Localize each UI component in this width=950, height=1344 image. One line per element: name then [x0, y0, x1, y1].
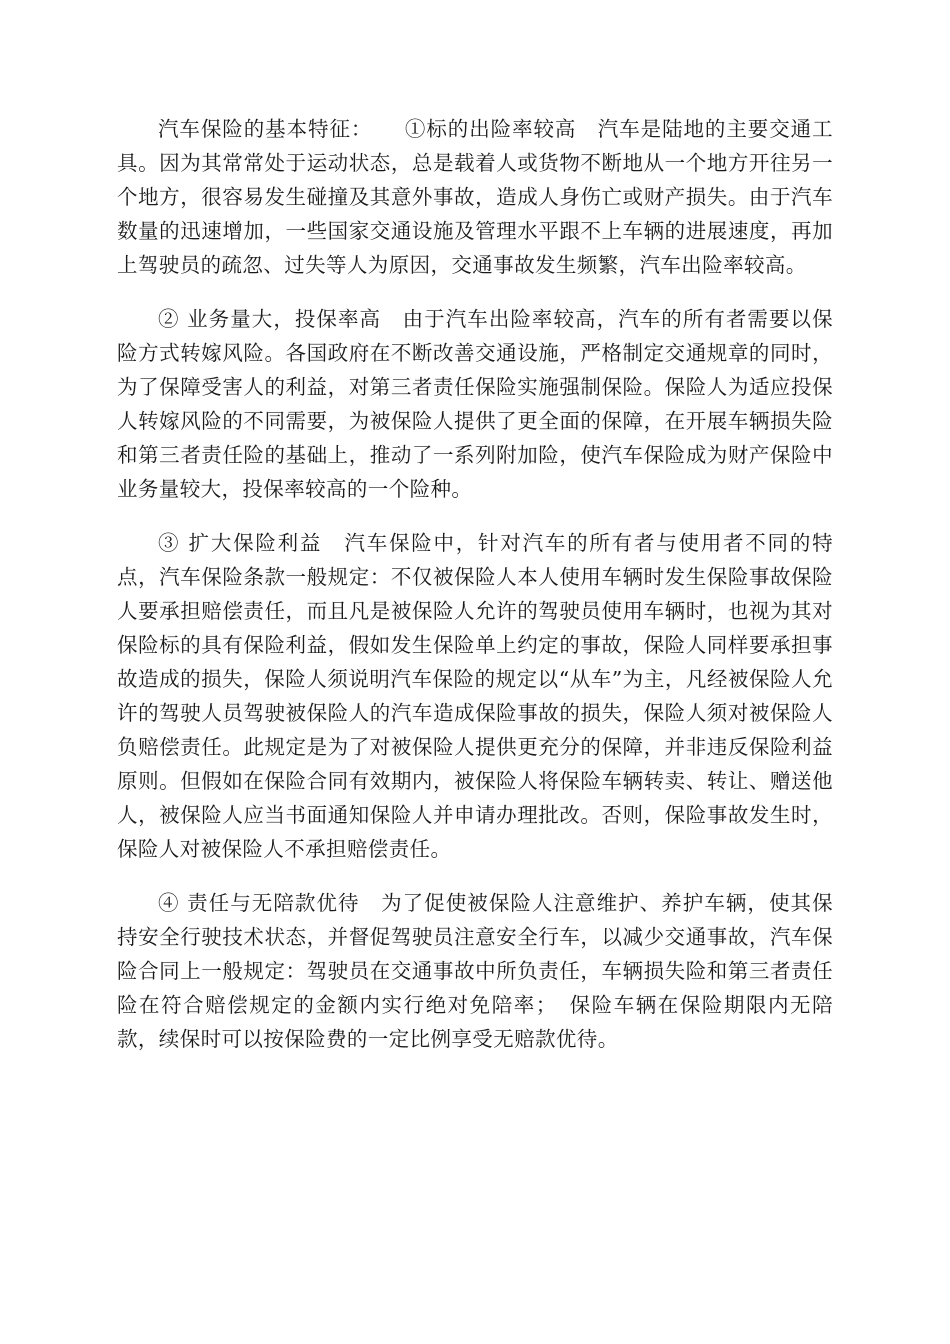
paragraph-business-volume: ② 业务量大，投保率高 由于汽车出险率较高，汽车的所有者需要以保险方式转嫁风险。各国政府在不断改善交通设施，严格制定交通规章的同时，为了保障受害人的利益，对第三者责任保险实施强制保险。保险人为适应投保人转嫁风险的不同需要，为被保险人提供了更全面的保障，在开展车辆损失险和第三者责任险的基础上，推动了一系列附加险，使汽车保险成为财产保险中业务量较大，投保率较高的一个险种。 — [117, 307, 833, 501]
paragraph-basic-features: 汽车保险的基本特征： ①标的出险率较高 汽车是陆地的主要交通工具。因为其常常处于运动状态，总是载着人或货物不断地从一个地方开往另一个地方，很容易发生碰撞及其意外事故，造成人身伤亡或财产损失。由于汽车数量的迅速增加，一些国家交通设施及管理水平跟不上车辆的进展速度，再加上驾驶员的疏忽、过失等人为原因，交通事故发生频繁，汽车出险率较高。 — [117, 117, 833, 277]
paragraph-no-claim-discount: ④ 责任与无陪款优待 为了促使被保险人注意维护、养护车辆，使其保持安全行驶技术状态，并督促驾驶员注意安全行车，以减少交通事故，汽车保险合同上一般规定：驾驶员在交通事故中所负责任，车辆损失险和第三者责任险在符合赔偿规定的金额内实行绝对免陪率； 保险车辆在保险期限内无陪款，续保时可以按保险费的一定比例享受无赔款优待。 — [117, 891, 833, 1051]
paragraph-insurable-interest: ③ 扩大保险利益 汽车保险中，针对汽车的所有者与使用者不同的特点，汽车保险条款一般规定：不仅被保险人本人使用车辆时发生保险事故保险人要承担赔偿责任，而且凡是被保险人允许的驾驶员使用车辆时，也视为其对保险标的具有保险利益，假如发生保险单上约定的事故，保险人同样要承担事故造成的损失，保险人须说明汽车保险的规定以“从车”为主，凡经被保险人允许的驾驶人员驾驶被保险人的汽车造成保险事故的损失，保险人须对被保险人负赔偿责任。此规定是为了对被保险人提供更充分的保障，并非违反保险利益原则。但假如在保险合同有效期内，被保险人将保险车辆转卖、转让、赠送他人，被保险人应当书面通知保险人并申请办理批改。否则，保险事故发生时，保险人对被保险人不承担赔偿责任。 — [117, 531, 833, 861]
document-body — [117, 112, 833, 1056]
